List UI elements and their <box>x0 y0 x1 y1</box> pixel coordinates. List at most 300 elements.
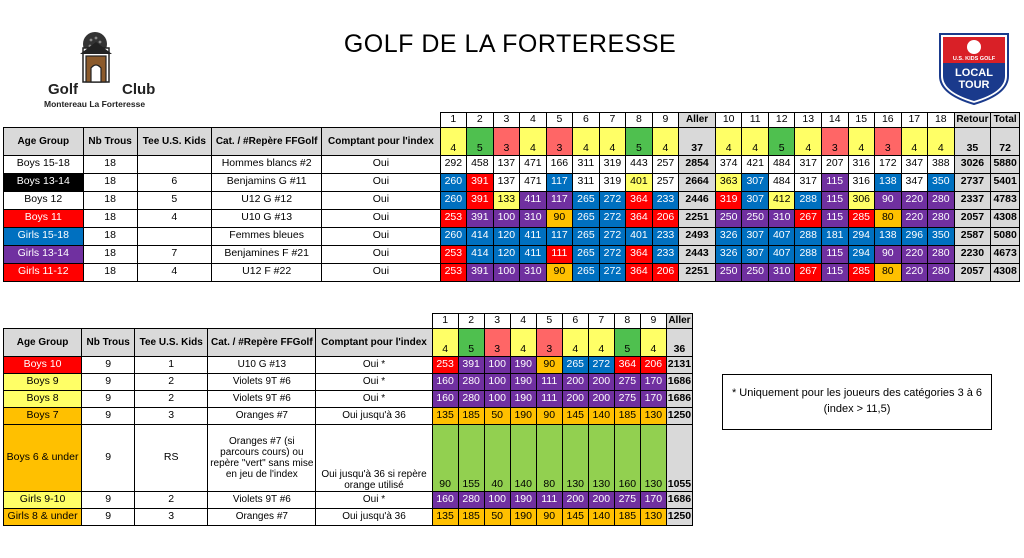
hole-distance: 265 <box>573 227 600 245</box>
nb-trous: 9 <box>82 373 135 390</box>
hole-distance: 90 <box>536 356 562 373</box>
hole-distance: 185 <box>458 407 484 424</box>
hole-distance: 374 <box>715 155 742 173</box>
grand-total: 4308 <box>991 263 1020 281</box>
hole-distance: 267 <box>795 263 822 281</box>
hole-distance: 407 <box>768 227 795 245</box>
hole-distance: 401 <box>626 173 653 191</box>
nb-trous: 18 <box>83 155 137 173</box>
hole-distance: 138 <box>875 173 902 191</box>
nb-trous: 9 <box>82 491 135 508</box>
hole-number: 17 <box>901 113 928 128</box>
aller-total: 2131 <box>666 356 692 373</box>
counts-for-index: Oui jusqu'à 36 <box>316 508 432 525</box>
hole-distance: 294 <box>848 245 875 263</box>
hole-number: 14 <box>822 113 849 128</box>
tee-kids <box>137 227 211 245</box>
hole-distance: 220 <box>901 209 928 227</box>
hole-distance: 326 <box>715 245 742 263</box>
hole-distance: 200 <box>588 390 614 407</box>
hole-distance: 90 <box>875 245 902 263</box>
par-value: 4 <box>742 127 769 155</box>
hole-distance: 414 <box>467 245 494 263</box>
tee-kids: 2 <box>135 491 208 508</box>
age-group: Girls 13-14 <box>4 245 84 263</box>
category-header: Cat. / #Repère FFGolf <box>212 127 322 155</box>
hole-distance: 250 <box>742 263 769 281</box>
hole-distance: 391 <box>458 356 484 373</box>
hole-distance: 280 <box>928 263 955 281</box>
aller-total: 1686 <box>666 491 692 508</box>
par-value: 4 <box>928 127 955 155</box>
hole-distance: 317 <box>795 155 822 173</box>
age-group: Girls 11-12 <box>4 263 84 281</box>
hole-distance: 260 <box>440 191 467 209</box>
nb-trous: 18 <box>83 263 137 281</box>
hole-number: 7 <box>599 113 626 128</box>
hole-distance: 288 <box>795 191 822 209</box>
category: U12 F #22 <box>212 263 322 281</box>
hole-distance: 185 <box>614 407 640 424</box>
age-group: Boys 6 & under <box>4 424 82 491</box>
hole-distance: 391 <box>467 173 494 191</box>
hole-distance: 311 <box>573 173 600 191</box>
hole-distance: 350 <box>928 227 955 245</box>
hole-distance: 111 <box>536 390 562 407</box>
grand-total: 4308 <box>991 209 1020 227</box>
retour-total: 2337 <box>954 191 991 209</box>
age-group: Boys 11 <box>4 209 84 227</box>
category: Benjamines F #21 <box>212 245 322 263</box>
hole-distance: 190 <box>510 491 536 508</box>
nb-trous: 9 <box>82 390 135 407</box>
hole-distance: 265 <box>573 191 600 209</box>
hole-distance: 294 <box>848 227 875 245</box>
hole-distance: 265 <box>573 245 600 263</box>
hole-distance: 414 <box>467 227 494 245</box>
counts-for-index: Oui * <box>316 373 432 390</box>
counts-for-index: Oui <box>322 209 440 227</box>
hole-number: 12 <box>768 113 795 128</box>
hole-distance: 170 <box>640 373 666 390</box>
hole-distance: 100 <box>484 491 510 508</box>
hole-distance: 250 <box>715 263 742 281</box>
par-value: 3 <box>484 328 510 356</box>
hole-distance: 111 <box>536 491 562 508</box>
hole-distance: 275 <box>614 491 640 508</box>
category: Oranges #7 <box>208 407 316 424</box>
par-aller: 36 <box>666 328 692 356</box>
hole-distance: 412 <box>768 191 795 209</box>
aller-total: 1686 <box>666 390 692 407</box>
hole-distance: 421 <box>742 155 769 173</box>
hole-distance: 310 <box>768 263 795 281</box>
counts-for-index: Oui jusqu'à 36 <box>316 407 432 424</box>
hole-distance: 90 <box>536 508 562 525</box>
tee-kids: 3 <box>135 508 208 525</box>
hole-distance: 411 <box>520 191 547 209</box>
hole-number: 4 <box>520 113 547 128</box>
par-total: 72 <box>991 127 1020 155</box>
hole-number: 1 <box>440 113 467 128</box>
hole-distance: 319 <box>599 173 626 191</box>
hole-distance: 280 <box>458 491 484 508</box>
hole-distance: 50 <box>484 508 510 525</box>
grand-total: 4673 <box>991 245 1020 263</box>
logo-club: Club <box>122 81 156 98</box>
category: Oranges #7 (si parcours cours) ou repère "vert" sans mise en jeu de l'index <box>208 424 316 491</box>
counts-for-index: Oui <box>322 191 440 209</box>
hole-distance: 207 <box>822 155 849 173</box>
nb-trous: 9 <box>82 424 135 491</box>
logo-kids-text: U.S. KIDS GOLF <box>952 56 996 62</box>
hole-distance: 311 <box>573 155 600 173</box>
hole-number: 11 <box>742 113 769 128</box>
aller-total: 1055 <box>666 424 692 491</box>
hole-distance: 292 <box>440 155 467 173</box>
hole-distance: 285 <box>848 209 875 227</box>
hole-number: 10 <box>715 113 742 128</box>
par-retour: 35 <box>954 127 991 155</box>
nb-trous: 18 <box>83 209 137 227</box>
par-value: 4 <box>573 127 600 155</box>
tee-kids: 6 <box>137 173 211 191</box>
aller-total: 2443 <box>679 245 716 263</box>
scorecard-9-holes <box>3 313 693 526</box>
golf-club-logo <box>40 28 175 112</box>
aller-total: 1250 <box>666 407 692 424</box>
hole-distance: 117 <box>546 191 573 209</box>
hole-distance: 484 <box>768 155 795 173</box>
par-value: 4 <box>599 127 626 155</box>
hole-distance: 272 <box>599 227 626 245</box>
logo-golf: Golf <box>48 81 78 98</box>
hole-distance: 310 <box>520 263 547 281</box>
aller-total: 2251 <box>679 209 716 227</box>
hole-distance: 200 <box>562 373 588 390</box>
grand-total: 4783 <box>991 191 1020 209</box>
hole-distance: 391 <box>467 263 494 281</box>
hole-distance: 140 <box>588 508 614 525</box>
hole-distance: 411 <box>520 245 547 263</box>
hole-distance: 275 <box>614 373 640 390</box>
hole-distance: 484 <box>768 173 795 191</box>
counts-for-index: Oui * <box>316 491 432 508</box>
tee-kids: 4 <box>137 263 211 281</box>
retour-total: 2057 <box>954 209 991 227</box>
category: Violets 9T #6 <box>208 390 316 407</box>
par-value: 3 <box>546 127 573 155</box>
age-group-header: Age Group <box>4 127 84 155</box>
tee-header: Tee U.S. Kids <box>135 328 208 356</box>
hole-distance: 363 <box>715 173 742 191</box>
hole-distance: 257 <box>652 155 679 173</box>
age-group: Girls 8 & under <box>4 508 82 525</box>
hole-distance: 206 <box>640 356 666 373</box>
par-value: 3 <box>536 328 562 356</box>
hole-distance: 280 <box>928 245 955 263</box>
retour-total: 3026 <box>954 155 991 173</box>
hole-distance: 260 <box>440 173 467 191</box>
par-value: 3 <box>875 127 902 155</box>
counts-for-index: Oui <box>322 263 440 281</box>
hole-number: 15 <box>848 113 875 128</box>
category: Femmes bleues <box>212 227 322 245</box>
hole-number: 18 <box>928 113 955 128</box>
hole-distance: 307 <box>742 173 769 191</box>
par-value: 5 <box>626 127 653 155</box>
counts-for-index: Oui <box>322 227 440 245</box>
hole-distance: 280 <box>928 209 955 227</box>
hole-number: 6 <box>573 113 600 128</box>
hole-number: 3 <box>493 113 520 128</box>
hole-distance: 100 <box>484 356 510 373</box>
hole-distance: 220 <box>901 263 928 281</box>
hole-number: 9 <box>652 113 679 128</box>
hole-distance: 160 <box>432 491 458 508</box>
retour-total: 2737 <box>954 173 991 191</box>
logo-subtitle: Montereau La Forteresse <box>44 99 146 109</box>
counts-for-index: Oui <box>322 245 440 263</box>
counts-for-index: Oui * <box>316 390 432 407</box>
hole-distance: 80 <box>875 263 902 281</box>
hole-distance: 50 <box>484 407 510 424</box>
hole-distance: 181 <box>822 227 849 245</box>
hole-distance: 253 <box>440 245 467 263</box>
hole-distance: 135 <box>432 508 458 525</box>
aller-total: 1250 <box>666 508 692 525</box>
tee-kids: RS <box>135 424 208 491</box>
hole-distance: 115 <box>822 263 849 281</box>
category: Violets 9T #6 <box>208 491 316 508</box>
grand-total: 5880 <box>991 155 1020 173</box>
tee-kids: 1 <box>135 356 208 373</box>
hole-distance: 90 <box>536 407 562 424</box>
tee-kids: 3 <box>135 407 208 424</box>
nb-trous: 9 <box>82 356 135 373</box>
hole-number: 13 <box>795 113 822 128</box>
par-value: 5 <box>614 328 640 356</box>
nb-trous-header: Nb Trous <box>82 328 135 356</box>
hole-distance: 206 <box>652 209 679 227</box>
par-value: 4 <box>901 127 928 155</box>
hole-distance: 133 <box>493 191 520 209</box>
hole-distance: 115 <box>822 173 849 191</box>
hole-distance: 250 <box>742 209 769 227</box>
hole-distance: 90 <box>875 191 902 209</box>
hole-distance: 80 <box>536 424 562 491</box>
hole-distance: 190 <box>510 508 536 525</box>
hole-distance: 272 <box>599 263 626 281</box>
hole-distance: 265 <box>573 209 600 227</box>
hole-distance: 111 <box>536 373 562 390</box>
hole-distance: 220 <box>901 245 928 263</box>
par-value: 3 <box>822 127 849 155</box>
logo-local: LOCAL <box>955 67 993 79</box>
hole-distance: 257 <box>652 173 679 191</box>
hole-distance: 253 <box>440 209 467 227</box>
hole-number: 8 <box>614 314 640 329</box>
category: Hommes blancs #2 <box>212 155 322 173</box>
hole-distance: 90 <box>432 424 458 491</box>
us-kids-local-tour-logo <box>934 30 1014 106</box>
hole-distance: 267 <box>795 209 822 227</box>
retour-total: 2587 <box>954 227 991 245</box>
aller-total: 2854 <box>679 155 716 173</box>
hole-distance: 443 <box>626 155 653 173</box>
nb-trous-header: Nb Trous <box>83 127 137 155</box>
hole-distance: 319 <box>599 155 626 173</box>
par-value: 4 <box>715 127 742 155</box>
hole-distance: 272 <box>599 209 626 227</box>
hole-distance: 145 <box>562 407 588 424</box>
hole-distance: 190 <box>510 373 536 390</box>
retour-total: 2057 <box>954 263 991 281</box>
counts-for-index: Oui <box>322 173 440 191</box>
nb-trous: 18 <box>83 173 137 191</box>
hole-distance: 253 <box>440 263 467 281</box>
tee-kids: 5 <box>137 191 211 209</box>
index-header: Comptant pour l'index <box>316 328 432 356</box>
hole-distance: 388 <box>928 155 955 173</box>
hole-distance: 471 <box>520 155 547 173</box>
hole-distance: 115 <box>822 245 849 263</box>
hole-distance: 364 <box>614 356 640 373</box>
hole-distance: 140 <box>588 407 614 424</box>
hole-distance: 253 <box>432 356 458 373</box>
hole-distance: 233 <box>652 227 679 245</box>
hole-distance: 307 <box>742 245 769 263</box>
hole-distance: 90 <box>546 263 573 281</box>
hole-distance: 138 <box>875 227 902 245</box>
counts-for-index: Oui jusqu'à 36 si repère orange utilisé <box>316 424 432 491</box>
hole-distance: 160 <box>432 373 458 390</box>
hole-distance: 120 <box>493 227 520 245</box>
tee-kids: 2 <box>135 390 208 407</box>
hole-number: 7 <box>588 314 614 329</box>
hole-distance: 90 <box>546 209 573 227</box>
hole-distance: 160 <box>432 390 458 407</box>
tee-kids: 7 <box>137 245 211 263</box>
hole-distance: 80 <box>875 209 902 227</box>
hole-distance: 111 <box>546 245 573 263</box>
hole-distance: 140 <box>510 424 536 491</box>
hole-distance: 458 <box>467 155 494 173</box>
hole-distance: 166 <box>546 155 573 173</box>
hole-number: 4 <box>510 314 536 329</box>
par-value: 4 <box>432 328 458 356</box>
category-header: Cat. / #Repère FFGolf <box>208 328 316 356</box>
hole-distance: 200 <box>588 373 614 390</box>
par-value: 4 <box>440 127 467 155</box>
hole-number: 1 <box>432 314 458 329</box>
hole-distance: 155 <box>458 424 484 491</box>
hole-distance: 137 <box>493 173 520 191</box>
hole-distance: 160 <box>614 424 640 491</box>
hole-distance: 296 <box>901 227 928 245</box>
hole-distance: 145 <box>562 508 588 525</box>
hole-distance: 347 <box>901 155 928 173</box>
hole-distance: 364 <box>626 245 653 263</box>
hole-distance: 471 <box>520 173 547 191</box>
hole-number: 5 <box>546 113 573 128</box>
hole-distance: 272 <box>599 245 626 263</box>
hole-distance: 272 <box>588 356 614 373</box>
hole-distance: 200 <box>562 491 588 508</box>
par-value: 5 <box>768 127 795 155</box>
par-value: 4 <box>652 127 679 155</box>
hole-distance: 307 <box>742 227 769 245</box>
hole-distance: 391 <box>467 191 494 209</box>
hole-distance: 100 <box>484 390 510 407</box>
aller-total: 2493 <box>679 227 716 245</box>
hole-distance: 272 <box>599 191 626 209</box>
par-value: 4 <box>795 127 822 155</box>
hole-distance: 407 <box>768 245 795 263</box>
scorecard-18-holes <box>3 112 1020 282</box>
hole-distance: 319 <box>715 191 742 209</box>
hole-distance: 137 <box>493 155 520 173</box>
nb-trous: 9 <box>82 508 135 525</box>
logo-tour: TOUR <box>958 79 990 91</box>
hole-distance: 206 <box>652 263 679 281</box>
age-group: Boys 9 <box>4 373 82 390</box>
hole-distance: 115 <box>822 191 849 209</box>
tee-kids <box>137 155 211 173</box>
hole-number: 16 <box>875 113 902 128</box>
par-value: 4 <box>848 127 875 155</box>
par-value: 5 <box>467 127 494 155</box>
hole-distance: 185 <box>458 508 484 525</box>
hole-distance: 115 <box>822 209 849 227</box>
hole-distance: 185 <box>614 508 640 525</box>
par-value: 3 <box>493 127 520 155</box>
hole-number: 6 <box>562 314 588 329</box>
hole-distance: 280 <box>458 373 484 390</box>
age-group: Boys 10 <box>4 356 82 373</box>
age-group: Boys 7 <box>4 407 82 424</box>
hole-distance: 100 <box>493 263 520 281</box>
hole-distance: 310 <box>768 209 795 227</box>
index-header: Comptant pour l'index <box>322 127 440 155</box>
nb-trous: 18 <box>83 227 137 245</box>
hole-distance: 364 <box>626 191 653 209</box>
age-group-header: Age Group <box>4 328 82 356</box>
hole-distance: 190 <box>510 407 536 424</box>
hole-distance: 288 <box>795 227 822 245</box>
hole-distance: 117 <box>546 227 573 245</box>
hole-distance: 100 <box>484 373 510 390</box>
hole-distance: 310 <box>520 209 547 227</box>
hole-distance: 260 <box>440 227 467 245</box>
category: U10 G #13 <box>208 356 316 373</box>
hole-distance: 170 <box>640 390 666 407</box>
hole-distance: 316 <box>848 155 875 173</box>
hole-distance: 100 <box>493 209 520 227</box>
category: U12 G #12 <box>212 191 322 209</box>
hole-distance: 317 <box>795 173 822 191</box>
aller-total: 2251 <box>679 263 716 281</box>
par-value: 5 <box>458 328 484 356</box>
hole-distance: 350 <box>928 173 955 191</box>
hole-distance: 130 <box>562 424 588 491</box>
nb-trous: 9 <box>82 407 135 424</box>
age-group: Girls 15-18 <box>4 227 84 245</box>
hole-number: 5 <box>536 314 562 329</box>
hole-distance: 233 <box>652 245 679 263</box>
hole-distance: 117 <box>546 173 573 191</box>
retour-total: 2230 <box>954 245 991 263</box>
